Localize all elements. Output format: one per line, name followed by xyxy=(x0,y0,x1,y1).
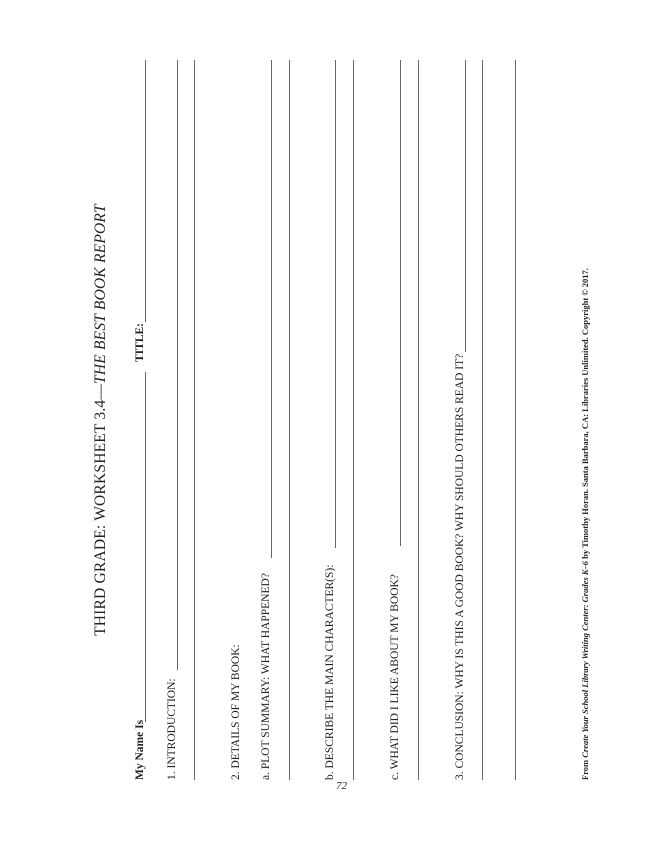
plot-line-1[interactable] xyxy=(271,60,272,558)
intro-row xyxy=(162,60,180,780)
intro-line-1[interactable] xyxy=(177,60,178,670)
page-number: 72 xyxy=(336,780,347,792)
footer-credit xyxy=(580,60,590,780)
conclusion-row xyxy=(450,60,468,780)
like-line-1[interactable] xyxy=(400,60,401,546)
name-field[interactable] xyxy=(145,372,146,722)
character-line-1[interactable] xyxy=(335,60,336,548)
like-row xyxy=(385,60,403,780)
plot-row xyxy=(256,60,274,780)
character-row xyxy=(320,60,338,780)
title-main: THIRD GRADE: WORKSHEET 3.4— xyxy=(92,383,109,636)
conclusion-line-3[interactable] xyxy=(515,60,516,780)
title-italic: THE BEST BOOK REPORT xyxy=(92,204,109,384)
conclusion-line-1[interactable] xyxy=(465,60,466,352)
details-label: 2. DETAILS OF MY BOOK: xyxy=(230,644,242,780)
character-label: b. DESCRIBE THE MAIN CHARACTER(S): xyxy=(324,564,336,780)
name-title-row xyxy=(130,60,148,780)
title-label: TITLE: xyxy=(134,323,146,362)
footer-book-title: Create Your School Library Writing Center: Grades K–6 xyxy=(580,561,590,758)
title-field[interactable] xyxy=(145,60,146,322)
conclusion-label: 3. CONCLUSION: WHY IS THIS A GOOD BOOK? WHY SHOULD OTHERS READ IT? xyxy=(454,353,466,780)
like-label: c. WHAT DID I LIKE ABOUT MY BOOK? xyxy=(389,574,401,780)
name-label: My Name Is xyxy=(134,719,146,780)
like-line-2[interactable] xyxy=(418,60,419,780)
worksheet xyxy=(80,60,590,780)
details-row xyxy=(226,60,244,780)
plot-label: a. PLOT SUMMARY: WHAT HAPPENED? xyxy=(260,573,272,780)
worksheet-title xyxy=(92,60,110,780)
footer-from: From xyxy=(580,757,590,780)
conclusion-line-2[interactable] xyxy=(482,60,483,780)
intro-line-2[interactable] xyxy=(194,60,195,780)
character-line-2[interactable] xyxy=(353,60,354,780)
footer-rest: by Timothy Horan. Santa Barbara, CA: Libraries Unlimited. Copyright © 2017. xyxy=(580,268,590,561)
intro-label: 1. INTRODUCTION: xyxy=(166,678,178,780)
plot-line-2[interactable] xyxy=(289,60,290,780)
